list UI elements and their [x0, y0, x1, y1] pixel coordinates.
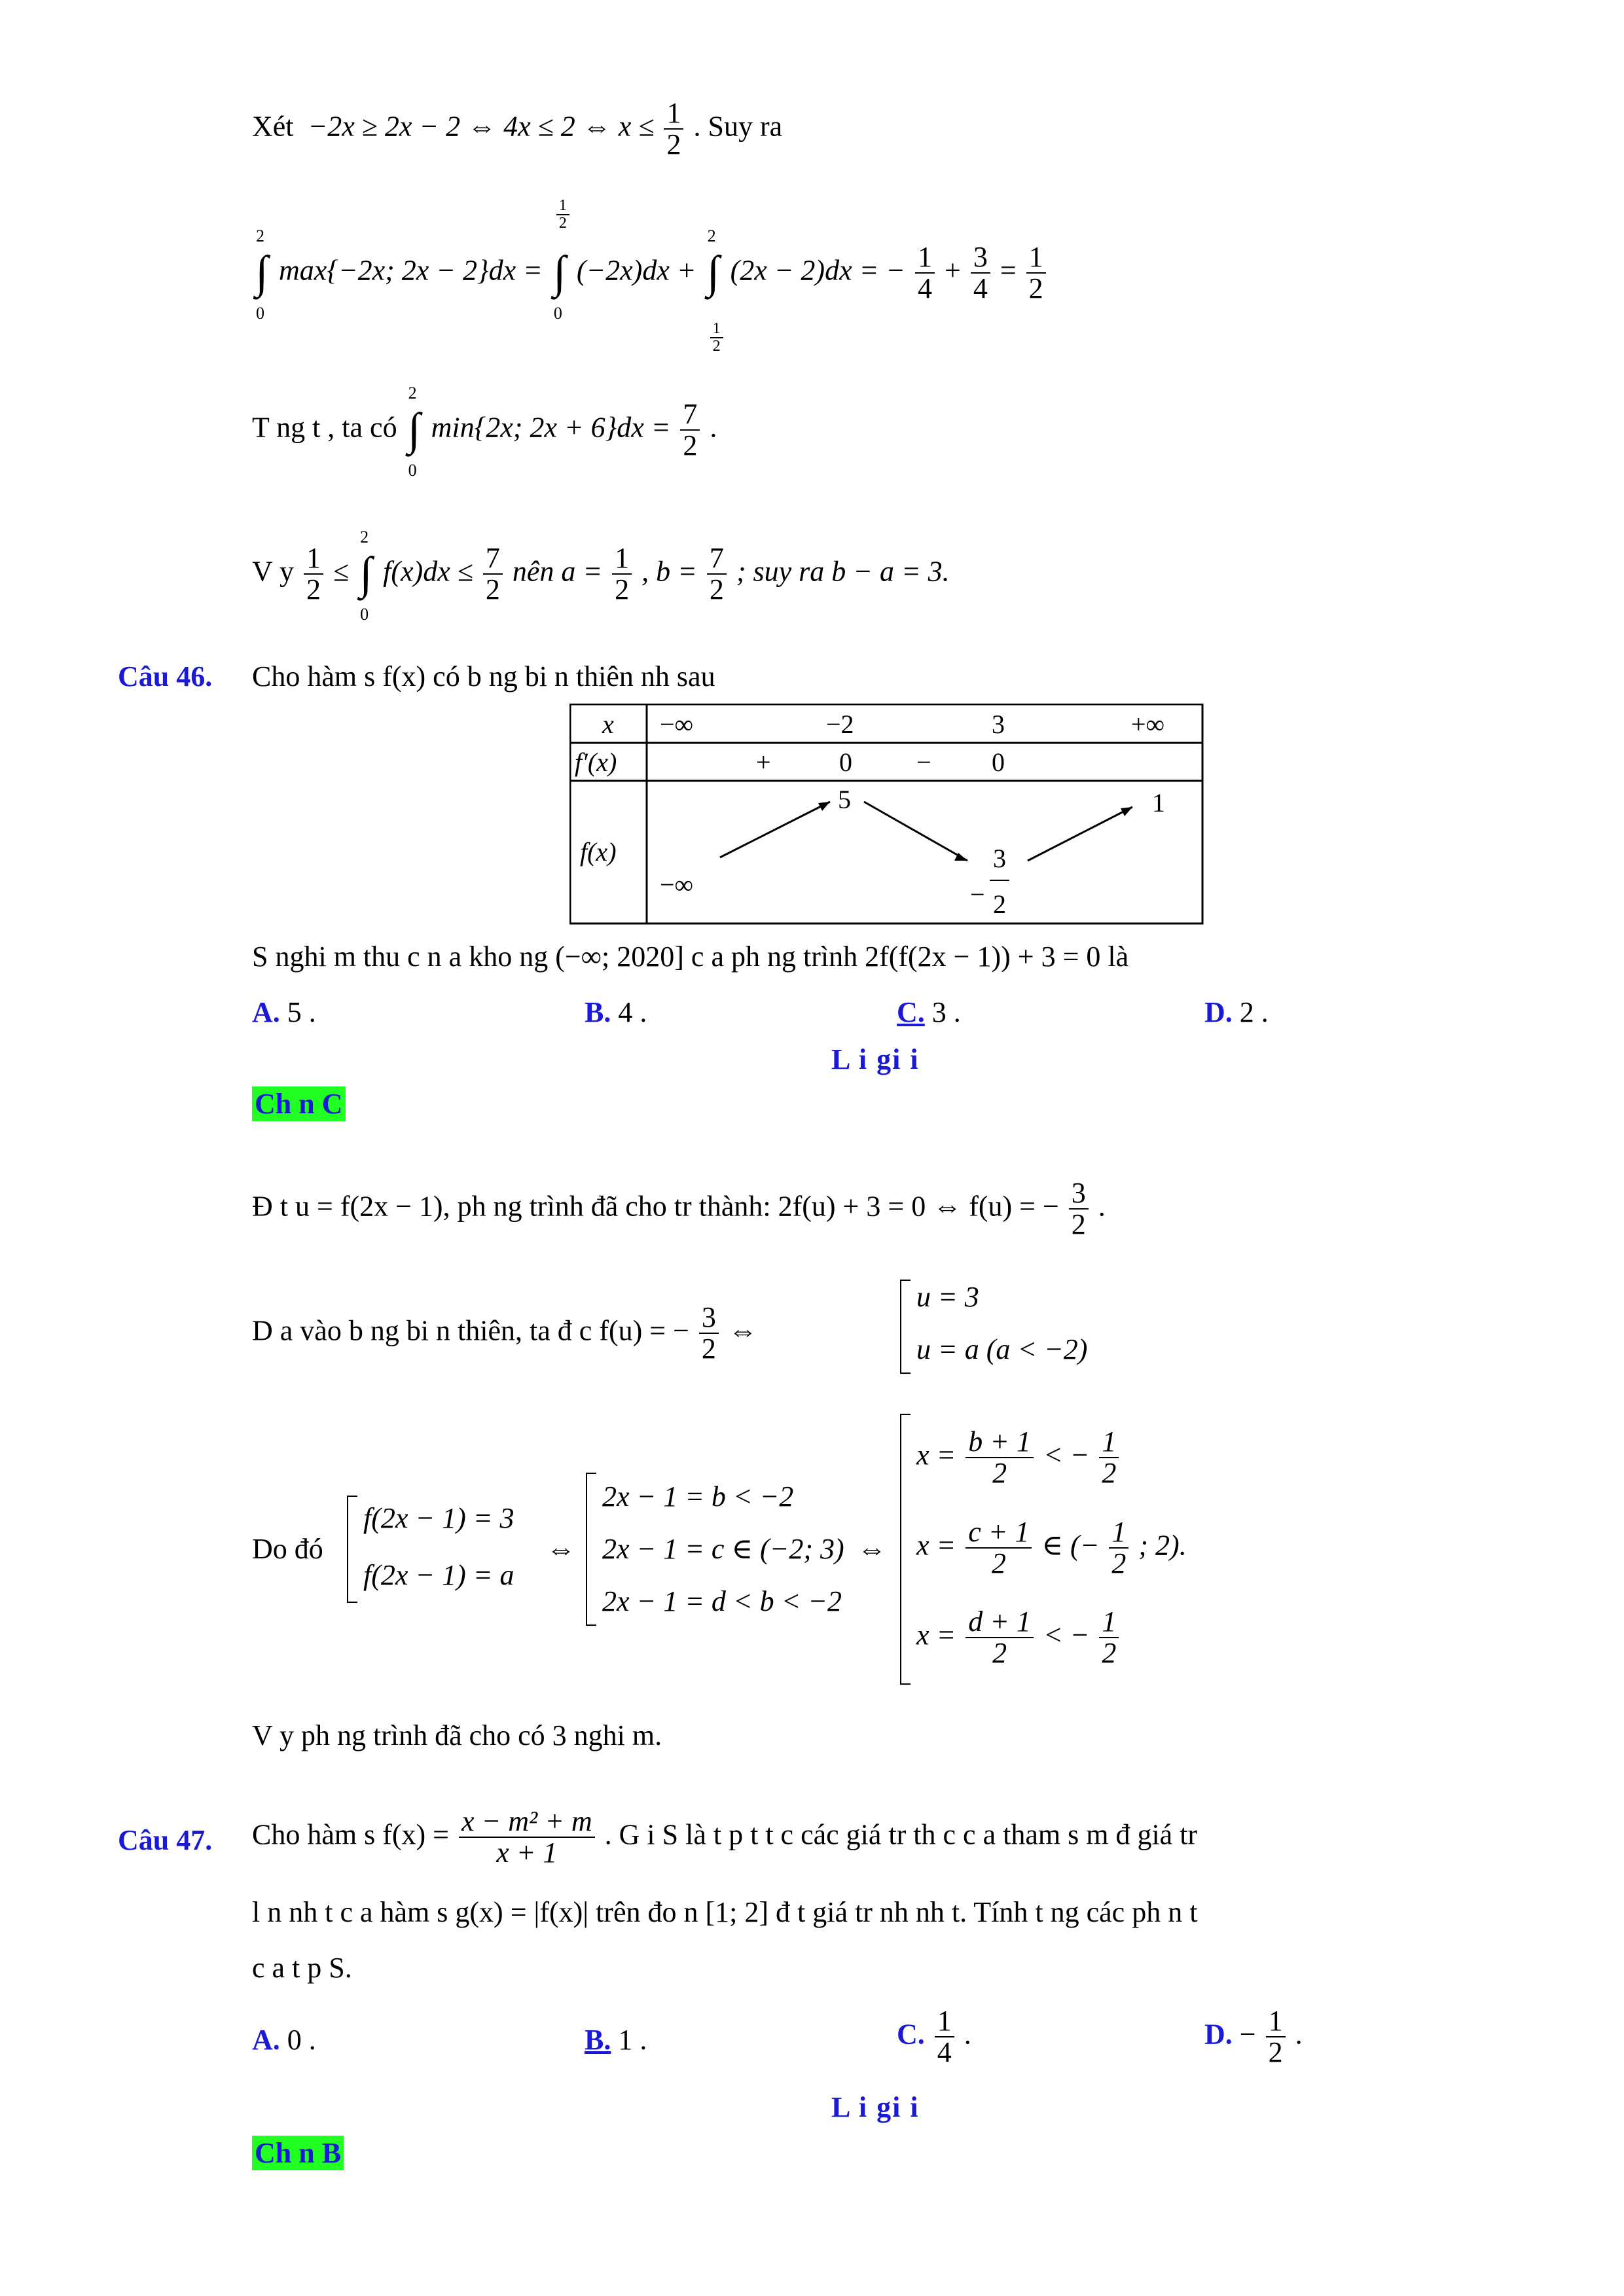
- table-header-f: f(x): [580, 837, 617, 867]
- line-xet: Xét −2x ≥ 2x − 2 ⇔ 4x ≤ 2 ⇔ x ≤ $\frac{1}{2}$ . Suy ra: [252, 97, 783, 161]
- sys-2x-1: 2x − 1 = b < −2: [602, 1480, 794, 1513]
- q47-option-a[interactable]: A. 0 .: [252, 2024, 316, 2056]
- q46-option-c[interactable]: C. 3 .: [897, 996, 961, 1028]
- sys-iff-2: ⇔: [857, 1533, 886, 1565]
- integral-sign: ∫ 2 0: [255, 226, 268, 323]
- u-equals-a: u = a (a < −2): [916, 1333, 1088, 1365]
- sys-x-2: x = $\frac{c + 1}{2}$ ∈ (− $\frac{1}{2}$ ; 2).: [916, 1516, 1187, 1580]
- question-47-line-2: l n nh t c a hàm s g(x) = |f(x)| trên đo n [1; 2] đ t giá tr nh nh t. Tính t ng các ph n t: [252, 1896, 1198, 1928]
- bracket-u: [900, 1280, 911, 1374]
- sys-f-2: f(2x − 1) = a: [363, 1559, 514, 1591]
- f-value-5: 5: [838, 785, 851, 814]
- q47-option-d[interactable]: D. − $\frac{1}{2}$ .: [1204, 2005, 1303, 2069]
- integral-sign: ∫ $\frac{1}{2}$ 0: [550, 250, 569, 296]
- fp-plus: +: [756, 747, 771, 777]
- x-neg-2: −2: [826, 709, 854, 739]
- line-vay: V y $\frac{1}{2}$ ≤ ∫ 2 0 f(x)dx ≤ $\frac{7}{2}$ nên a = $\frac{1}{2}$ , b = $\frac{7}{2}$ ; suy ra b − a = 3.: [252, 528, 950, 624]
- q46-option-d[interactable]: D. 2 .: [1204, 996, 1269, 1028]
- q47-option-b[interactable]: B. 1 .: [585, 2024, 647, 2056]
- q46-option-b[interactable]: B. 4 .: [585, 996, 647, 1028]
- question-47-line-3: c a t p S.: [252, 1952, 352, 1984]
- f-mid-sign: −: [970, 880, 985, 909]
- sys-iff-1: ⇔: [547, 1533, 575, 1565]
- q46-step-2: D a vào b ng bi n thiên, ta đ c f(u) = − $\frac{3}{2}$ ⇔: [252, 1301, 757, 1365]
- variation-table: [569, 704, 1204, 926]
- table-header-x: x: [602, 709, 614, 739]
- bracket-x: [900, 1414, 911, 1685]
- integral-sign: ∫ 2 0: [408, 384, 421, 480]
- question-46-text: Cho hàm s f(x) có b ng bi n thiên nh sau: [252, 660, 715, 692]
- f-mid-num: 3: [993, 844, 1006, 873]
- x-neg-inf: −∞: [660, 709, 694, 739]
- sys-2x-2: 2x − 1 = c ∈ (−2; 3): [602, 1533, 844, 1565]
- q47-option-c[interactable]: C. $\frac{1}{4}$ .: [897, 2005, 971, 2069]
- q47-loigiai: L i gi i: [831, 2091, 920, 2123]
- integral-sign: ∫ 2 0: [359, 528, 372, 624]
- q47-chon: Ch n B: [252, 2139, 344, 2168]
- arrow-up-2: [1028, 807, 1132, 861]
- q46-loigiai: L i gi i: [831, 1043, 920, 1075]
- question-46-prompt: S nghi m thu c n a kho ng (−∞; 2020] c a ph ng trình 2f(f(2x − 1)) + 3 = 0 là: [252, 941, 1129, 973]
- sys-x-1: x = $\frac{b + 1}{2}$ < − $\frac{1}{2}$: [916, 1427, 1121, 1488]
- line-integral-max: ∫ 2 0 max{−2x; 2x − 2}dx = ∫ $\frac{1}{2}$ 0 (−2x)dx + ∫ 2 $\frac{1}{2}$ (2x − 2)dx = − $\frac{1}{4}$ + $\frac{3}{4}$ = $\frac{1}{2}$: [252, 242, 1049, 304]
- q46-chon: Ch n C: [252, 1090, 346, 1119]
- x-pos-inf: +∞: [1131, 709, 1165, 739]
- sys-2x-3: 2x − 1 = d < b < −2: [602, 1585, 842, 1617]
- arrow-up-1: [720, 802, 830, 857]
- x-3: 3: [992, 709, 1005, 739]
- fp-zero-1: 0: [839, 747, 852, 777]
- question-46-label: Câu 46.: [118, 660, 213, 692]
- line-integral-min: T ng t , ta có ∫ 2 0 min{2x; 2x + 6}dx = $\frac{7}{2}$ .: [252, 384, 717, 480]
- math-xet: −2x ≥ 2x − 2 ⇔ 4x ≤ 2 ⇔ x ≤: [308, 110, 655, 143]
- question-47-line-1: Cho hàm s f(x) = $\frac{\text{x − m² + m}}{x + 1}$ . G i S là t p t t c các giá tr th c c a tham s m đ giá tr: [252, 1805, 1198, 1869]
- f-mid-den: 2: [993, 889, 1006, 919]
- integral-sign: ∫ 2 $\frac{1}{2}$: [704, 250, 723, 296]
- f-value-1: 1: [1152, 788, 1165, 817]
- fp-zero-2: 0: [992, 747, 1005, 777]
- q46-option-a[interactable]: A. 5 .: [252, 996, 316, 1028]
- q46-step-1: Đ t u = f(2x − 1), ph ng trình đã cho tr thành: 2f(u) + 3 = 0 ⇔ f(u) = − $\frac{3}{2}$ .: [252, 1177, 1106, 1241]
- sys-f-1: f(2x − 1) = 3: [363, 1502, 514, 1534]
- bracket-2x: [586, 1473, 596, 1626]
- bracket-f: [347, 1496, 357, 1603]
- u-equals-3: u = 3: [916, 1281, 979, 1313]
- arrow-down: [864, 802, 967, 861]
- table-header-fprime: f′(x): [575, 747, 617, 777]
- sys-x-3: x = $\frac{d + 1}{2}$ < − $\frac{1}{2}$: [916, 1607, 1121, 1668]
- q46-conclusion: V y ph ng trình đã cho có 3 nghi m.: [252, 1719, 662, 1751]
- f-neg-inf: −∞: [660, 870, 694, 899]
- q46-step-3-lead: Do đó: [252, 1533, 323, 1565]
- fp-minus: −: [916, 747, 931, 777]
- question-47-label: Câu 47.: [118, 1824, 213, 1856]
- frac-half: $\frac{1}{2}$: [664, 98, 683, 160]
